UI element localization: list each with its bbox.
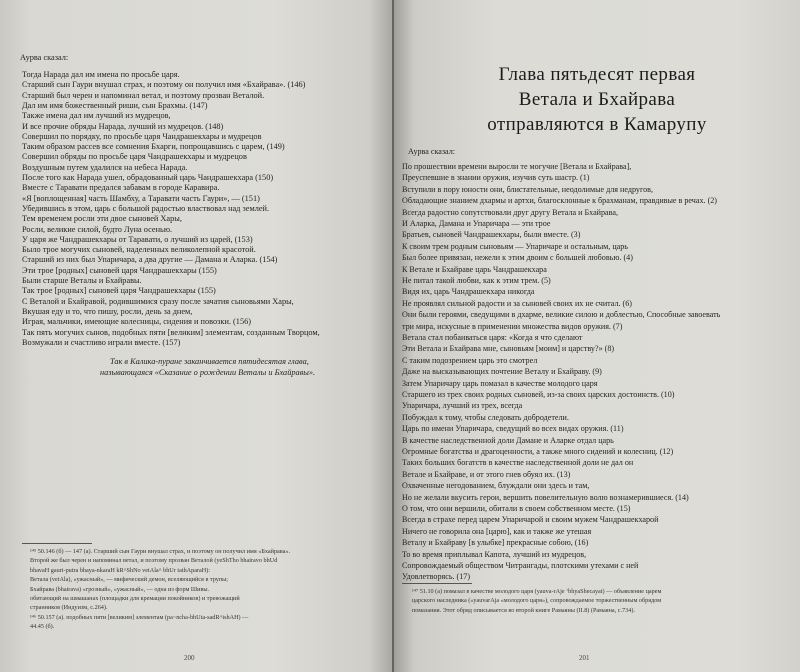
verse-line: Убедившись в этом, царь с большой радостью властвовал над землей. xyxy=(22,203,270,213)
verse-line: Даже на высказывающих почтение Веталу и Бхайраву. (9) xyxy=(402,367,602,377)
footnote-line: ¹⁴⁶ 50.157 (а). подобных пяти [великим] элементам (pa~ncha-bhUta-sadR^ishAH) — xyxy=(30,613,249,621)
verse-line: К Ветале и Бхайраве царь Чандрашекхара xyxy=(402,264,547,274)
footnote-line: bhavaH gauri-putra bhaya-nkaraH kR^ShNo vetAla^ bhUr tathAparaH): xyxy=(30,566,211,574)
footnote-line: помазания. Этот обряд описывается во второй книге Рамаяны (II.8) (Рамаяна, с.734). xyxy=(412,606,635,614)
chapter-title-line: Ветала и Бхайрава xyxy=(518,89,676,110)
verse-line: Совершил по порядку, по просьбе царя Чандрашекхары и мудрецов xyxy=(22,131,262,141)
footnote-line: 44.45 (б). xyxy=(30,623,55,631)
footnote-line: царского наследника («yauvarAja «молодого царя»), сопровождаемое торжественным обрядом xyxy=(412,597,662,605)
verse-line: Всегда в страхе перед царем Упаричарой и своим мужем Чандрашекхарой xyxy=(402,515,659,525)
speaker-header: Аурва сказал: xyxy=(408,147,456,156)
verse-line: Ветале и Бхайраве, и от этого гнев обуял их. (13) xyxy=(402,469,571,479)
verse-line: И Аларка, Дамана и Упаричара — эти трое xyxy=(402,219,551,228)
verse-line: Вместе с Таравати предался забавам в городе Каравира. xyxy=(22,183,220,193)
verse-line: Было трое могучих сыновей, наделенных великолепной красотой. xyxy=(22,245,256,255)
verse-line: Видя их, царь Чандрашекхара никогда xyxy=(402,287,535,297)
chapter-closing-line: называющаяся «Сказание о рождении Веталы и Бхайравы». xyxy=(100,368,316,377)
verse-line: Удовлетворясь. (17) xyxy=(402,572,471,582)
verse-line: Сопровождаемый обществом Читрангады, плотскими утехами с ней xyxy=(402,561,639,570)
verse-line: По прошествии времени выросли те могучие [Ветала и Бхайрава], xyxy=(402,162,632,171)
verse-line: три мира, искусные в применении множества видов оружия. (7) xyxy=(402,321,623,331)
verse-line: Тогда Нарада дал им имена по просьбе царя. xyxy=(22,70,180,79)
verse-line: О том, что они вершили, обитали в своем собственном месте. (15) xyxy=(402,504,631,513)
verse-line: Старший из них был Упаричара, а два другие — Дамана и Аларка. (154) xyxy=(22,255,278,265)
verse-line: Преуспевшие в знании оружия, изучив суть шастр. (1) xyxy=(402,173,590,183)
verse-line: Эти Ветала и Бхайрава мне, сыновьям [моим] и царству?» (8) xyxy=(402,344,615,354)
verse-line: То во время приплывал Капота, лучший из мудрецов, xyxy=(402,549,587,559)
verse-line: Братьев, сыновей Чандрашекхары, были вместе. (3) xyxy=(402,230,581,240)
verse-line: Так трое [родных] сыновей царя Чандрашекхары (155) xyxy=(22,286,216,296)
verse-line: Ничего не говорила она [царю], как и также же утешая xyxy=(402,526,592,536)
verse-line: Старший сын Гаури внушал страх, и поэтому он получил имя «Бхайрава». (146) xyxy=(22,80,306,90)
verse-line: Вступили в пору юности они, блистательные, неодолимые для недругов, xyxy=(402,184,653,194)
verse-line: Воздушным путем удалился на небеса Нарада. xyxy=(22,162,188,172)
verse-line: Росли, великие силой, будто Луна осенью. xyxy=(22,224,173,234)
verse-line: Огромные богатства и драгоценности, а также много сидений и колесниц. (12) xyxy=(402,447,674,456)
footnote-line: обитающий на шмашанах (площадки для кремации покойников) и тревожащий xyxy=(30,595,240,602)
page-number: 200 xyxy=(184,654,195,662)
verse-line: «Я [воплощенная] часть Шамбху, а Таравати часть Гаури», — (151) xyxy=(22,193,260,203)
verse-line: Ветала стал побаиваться царя: «Когда я что сделают xyxy=(402,333,583,342)
verse-line: Побуждал к тому, чтобы следовать добродетели. xyxy=(402,412,569,422)
speaker-header: Аурва сказал: xyxy=(20,53,69,62)
verse-line: С таким подозрением царь это смотрел xyxy=(402,355,538,365)
footnote-separator xyxy=(402,583,472,584)
verse-line: Таким образом рассев все сомнения Бхарги, попрощавшись с царем, (149) xyxy=(22,142,285,152)
chapter-title-line: отправляются в Камарупу xyxy=(487,114,707,135)
verse-line: Играя, мальчики, имеющие колесницы, сидения и повозки. (156) xyxy=(22,317,252,327)
verse-line: Старшего из трех своих родных сыновей, из-за своих царских достоинств. (10) xyxy=(402,390,675,399)
verse-line: Вкушая еду и то, что пишу, росли, день за днем, xyxy=(22,306,193,316)
verse-line: Совершил обряды по просьбе царя Чандрашекхары и мудрецов xyxy=(22,152,247,162)
left-page xyxy=(0,0,392,672)
verse-line: Но не желали вкусить герои, вершить повелительную волю вознамерившиеся. (14) xyxy=(402,492,689,502)
footnote-line: странников (Индуизм, с.264). xyxy=(30,604,108,612)
verse-line: Они были героями, сведущими в дхарме, великие силою и доблестью, Способные завоевать xyxy=(402,310,721,320)
verse-line: Таких больших богатств в качестве наследственной доли не дал он xyxy=(402,458,634,468)
verse-line: Не проявлял сильной радости и за сыновей своих их не считал. (6) xyxy=(402,298,632,308)
verse-line: Тем временем росли эти двое сыновей Хары, xyxy=(22,214,182,224)
chapter-title-line: Глава пятьдесят первая xyxy=(498,64,696,85)
footnote-line: Бхайрава (bhairava) «грозный», «ужасный», — одна из форм Шивы. xyxy=(30,585,210,593)
verse-line: Царь по имени Упаричара, сведущий во всех видах оружия. (11) xyxy=(402,424,624,434)
verse-line: И все прочие обряды Нарада, лучший из мудрецов. (148) xyxy=(22,121,224,131)
verse-line: С Веталой и Бхайравой, родившимися сразу после зачатия сыновьями Хары, xyxy=(22,296,294,306)
page-number: 201 xyxy=(579,654,590,662)
footnote-line: Ветала (vetAla), «ужасный», — мифический демон, вселяющийся в трупы; xyxy=(30,576,228,584)
verse-line: Эти трое [родных] сыновей царя Чандрашекхары (155) xyxy=(22,265,217,275)
verse-line: В качестве наследственной доли Дамане и Аларке отдал царь xyxy=(402,435,614,445)
verse-line: У царя же Чандрашекхары от Таравати, о лучший из царей, (153) xyxy=(22,234,253,244)
chapter-closing-line: Так в Калика-пуране заканчивается пятидесятая глава, xyxy=(110,357,309,366)
verse-line: Обладающие знанием дхармы и артхи, благосклонные к брахманам, правдивые в речах. (2) xyxy=(402,196,718,206)
right-page xyxy=(394,0,800,672)
verse-line: Охваченные негодованием, блуждали они здесь и там, xyxy=(402,481,590,491)
footnote-line: ¹⁴⁷ 51.10 (а) помазал в качестве молодого царя (yauva-rAje ‘bhyaShecayat) — объявление царем xyxy=(412,588,662,595)
verse-line: Упаричара, лучший из трех, всегда xyxy=(402,401,523,411)
verse-line: К своим трем родным сыновьям — Упаричаре и остальным, царь xyxy=(402,241,628,251)
verse-line: Веталу и Бхайраву [в улыбке] прекрасные собою, (16) xyxy=(402,538,589,548)
verse-line: Так пять могучих сынов, подобных пяти [великим] элементам, созданным Творцом, xyxy=(22,327,320,337)
verse-line: Не питал такой любви, как к этим трем. (5) xyxy=(402,276,551,285)
footnote-separator xyxy=(22,543,92,544)
verse-line: Был более привязан, нежели к этим двоим с большей любовью. (4) xyxy=(402,253,633,263)
verse-line: После того как Нарада ушел, обрадованный царь Чандрашекхара (150) xyxy=(22,173,274,182)
verse-line: Также имена дал им лучший из мудрецов, xyxy=(22,111,171,121)
verse-line: Всегда радостно сопутствовали друг другу Ветала и Бхайрава, xyxy=(402,207,618,217)
verse-line: Возмужали и счастливо играли вместе. (157) xyxy=(22,337,181,347)
footnote-line: ¹⁴⁵ 50.146 (б) — 147 (а). Старший сын Гаури внушал страх, и поэтому он получил имя «Бхайрава». xyxy=(30,548,291,555)
verse-line: Старший был черен и напоминал ветал, и поэтому прозван Веталой. xyxy=(22,90,265,100)
verse-line: Были старше Веталы и Бхайравы. xyxy=(22,276,142,285)
verse-line: Затем Упаричару царь помазал в качестве молодого царя xyxy=(402,378,598,388)
verse-line: Дал им имя божественный риши, сын Брахмы. (147) xyxy=(22,100,208,110)
footnote-line: Второй же был черен и напоминал ветал, и поэтому прозван Веталой (yeShTho bhairavo bhUd xyxy=(30,557,278,565)
